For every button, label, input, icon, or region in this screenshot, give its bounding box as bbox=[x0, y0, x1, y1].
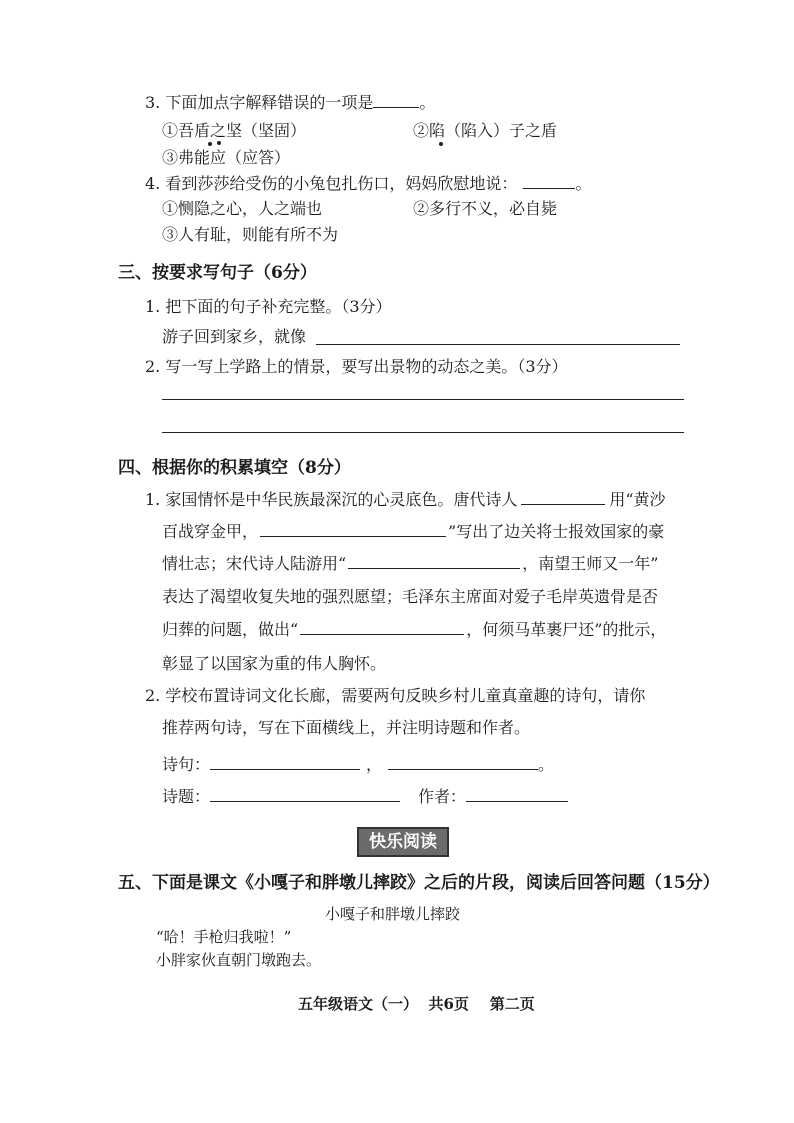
section3-q2-answer-line-2[interactable] bbox=[162, 432, 684, 433]
poem-title-blank[interactable] bbox=[210, 787, 400, 802]
q3-answer-blank[interactable] bbox=[373, 93, 419, 108]
author-blank[interactable] bbox=[466, 787, 568, 802]
author-label: 作者： bbox=[418, 787, 467, 806]
emphasis-dot bbox=[439, 142, 443, 146]
text-segment: 用“黄沙 bbox=[609, 490, 666, 509]
poem-label: 诗句： bbox=[162, 755, 211, 774]
q4-prompt bbox=[145, 174, 591, 194]
section4-q1-line-4: 表达了渴望收复失地的强烈愿望；毛泽东主席面对爱子毛岸英遗骨是否 bbox=[162, 587, 659, 606]
verse-blank-2[interactable] bbox=[348, 554, 520, 569]
q3-prompt bbox=[145, 93, 435, 113]
section4-q1-line-1 bbox=[145, 490, 666, 510]
section4-q2-line-1: 2. 学校布置诗词文化长廊，需要两句反映乡村儿童真童趣的诗句，请你 bbox=[145, 686, 646, 705]
story-line-2: 小胖家伙直朝门墩跑去。 bbox=[156, 951, 322, 969]
poem-comma: ， bbox=[366, 755, 383, 774]
section4-q1-line-2 bbox=[162, 522, 664, 542]
happy-reading-badge: 快乐阅读 bbox=[357, 827, 449, 857]
page-footer: 五年级语文（一） 共6页 第二页 bbox=[298, 995, 535, 1013]
section4-title: 四、根据你的积累填空（8分） bbox=[118, 458, 351, 478]
poem-line-2-blank[interactable] bbox=[388, 755, 538, 770]
q4-end: 。 bbox=[575, 174, 592, 193]
q4-answer-blank[interactable] bbox=[523, 174, 575, 189]
text-segment: 百战穿金甲， bbox=[162, 522, 259, 541]
section5-title: 五、下面是课文《小嘎子和胖墩儿摔跤》之后的片段，阅读后回答问题（15分） bbox=[118, 873, 720, 893]
poem-line-1-blank[interactable] bbox=[210, 755, 360, 770]
q4-prompt-text: 4. 看到莎莎给受伤的小兔包扎伤口，妈妈欣慰地说： bbox=[145, 174, 518, 193]
q3-prompt-text: 3. 下面加点字解释错误的一项是 bbox=[145, 93, 374, 112]
text-segment: ，何须马革裹尸还”的批示， bbox=[466, 620, 667, 639]
poem-end: 。 bbox=[538, 755, 555, 774]
story-title: 小嘎子和胖墩儿摔跤 bbox=[325, 905, 461, 923]
q4-option-3: ③人有耻，则能有所不为 bbox=[162, 225, 339, 244]
section3-q1: 1. 把下面的句子补充完整。（3分） bbox=[145, 297, 392, 316]
poem-meta-row bbox=[162, 787, 568, 807]
story-line-1: “哈！手枪归我啦！” bbox=[156, 928, 292, 946]
text-segment: 情壮志；宋代诗人陆游用“ bbox=[162, 554, 347, 573]
text-segment: ”写出了边关将士报效国家的豪 bbox=[448, 522, 665, 541]
q3-option-2: ②陷（陷入）子之盾 bbox=[413, 121, 558, 140]
q4-option-2: ②多行不义，必自毙 bbox=[413, 199, 558, 218]
section3-q2: 2. 写一写上学路上的情景，要写出景物的动态之美。（3分） bbox=[145, 357, 568, 376]
section3-title: 三、按要求写句子（6分） bbox=[118, 263, 317, 283]
poem-title-label: 诗题： bbox=[162, 787, 211, 806]
q3-end: 。 bbox=[419, 93, 436, 112]
section4-q1-line-5 bbox=[162, 620, 666, 640]
poem-row bbox=[162, 755, 554, 775]
verse-blank-3[interactable] bbox=[300, 620, 464, 635]
section4-q2-line-2: 推荐两句诗，写在下面横线上，并注明诗题和作者。 bbox=[162, 718, 531, 737]
q3-option-3: ③弗能应（应答） bbox=[162, 148, 291, 167]
section3-q2-answer-line-1[interactable] bbox=[162, 399, 684, 400]
emphasis-dot bbox=[217, 141, 221, 145]
text-segment: 1. 家国情怀是中华民族最深沉的心灵底色。唐代诗人 bbox=[145, 490, 518, 509]
q4-option-1: ①恻隐之心，人之端也 bbox=[162, 199, 323, 218]
section4-q1-line-6: 彰显了以国家为重的伟人胸怀。 bbox=[162, 654, 387, 673]
text-segment: 归葬的问题，做出“ bbox=[162, 620, 299, 639]
q3-option-1: ①吾盾之坚（坚固） bbox=[162, 121, 307, 140]
section3-q1-stem: 游子回到家乡，就像 bbox=[162, 327, 307, 346]
verse-blank-1[interactable] bbox=[260, 522, 446, 537]
text-segment: ，南望王师又一年” bbox=[522, 554, 659, 573]
emphasis-dot bbox=[208, 142, 212, 146]
section3-q1-answer-line[interactable] bbox=[316, 344, 680, 345]
poet-blank[interactable] bbox=[521, 490, 605, 505]
section4-q1-line-3 bbox=[162, 554, 658, 574]
